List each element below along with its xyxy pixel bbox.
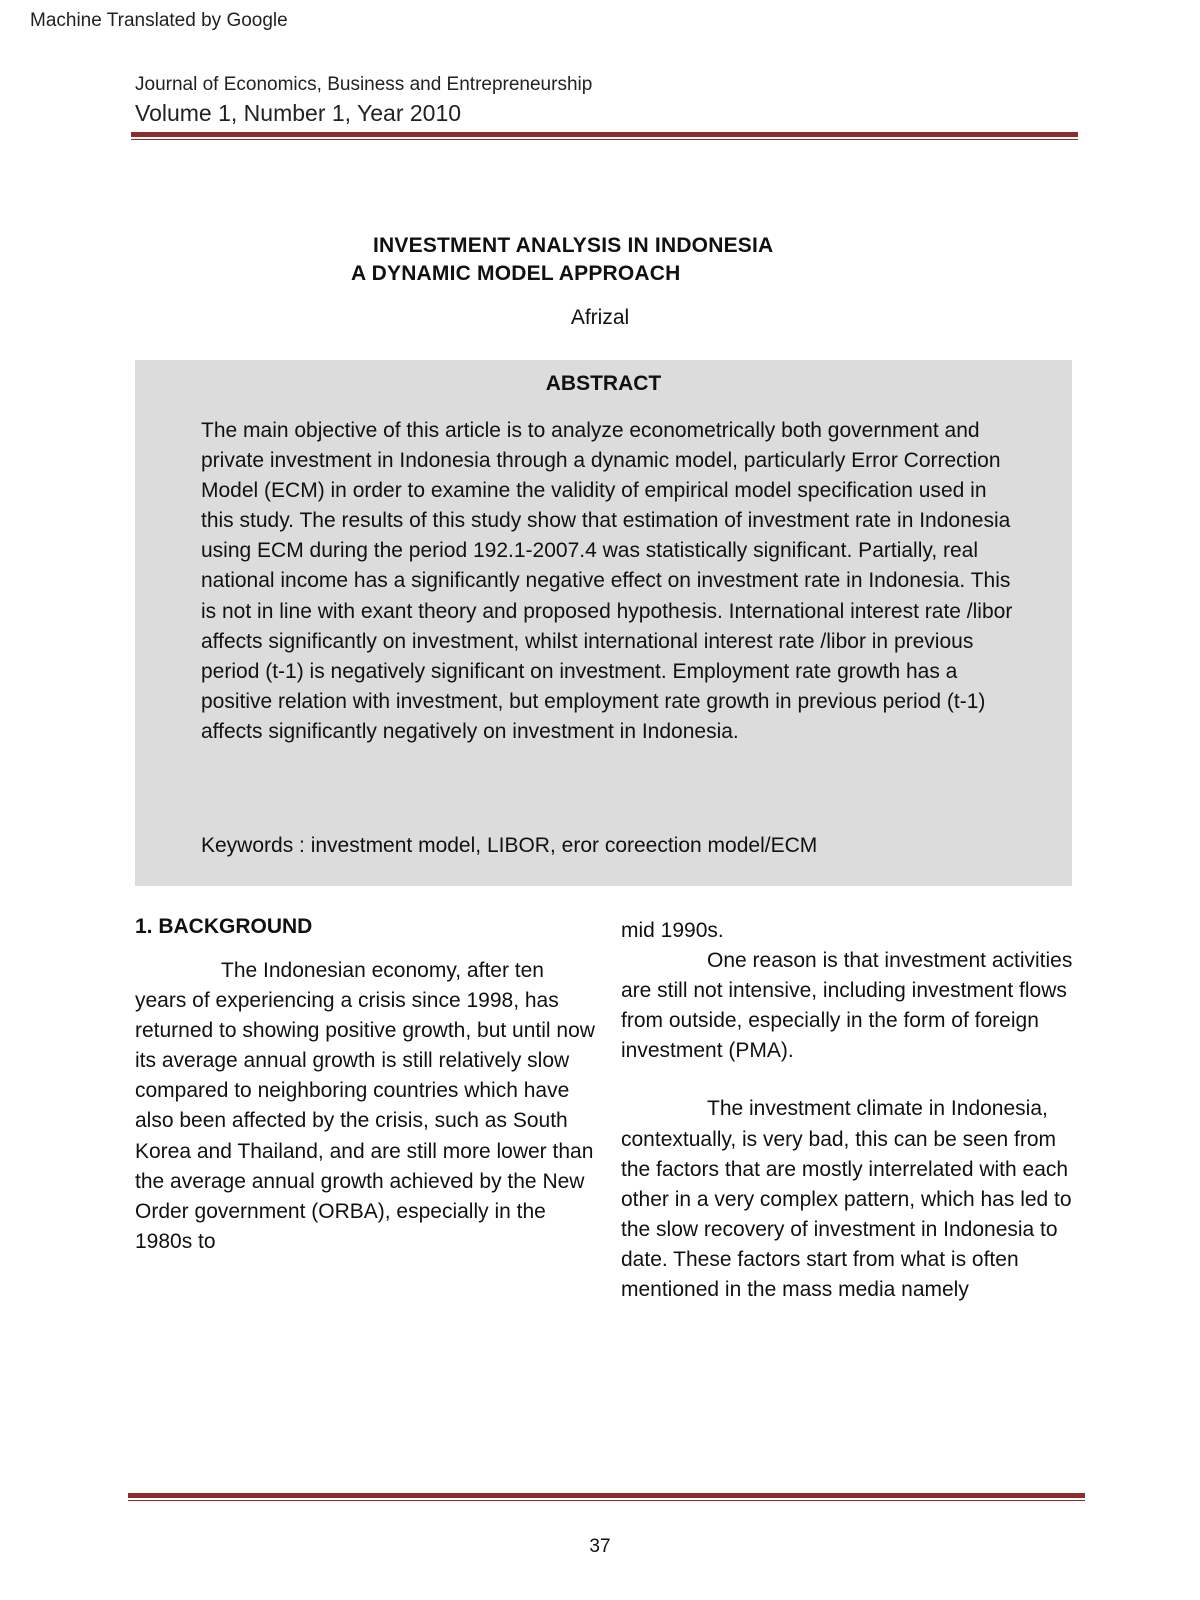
paper-title-line-2: A DYNAMIC MODEL APPROACH <box>351 262 681 285</box>
machine-translation-watermark: Machine Translated by Google <box>30 10 288 31</box>
abstract-heading: ABSTRACT <box>545 372 662 395</box>
paragraph: The investment climate in Indonesia, contextually, is very bad, this can be seen from the factors that are mostly interrelated with each other in a very complex pattern, which has led to the slow recovery of investment in Indonesia to date. These factors start from what is often mentioned in the mass media namely <box>621 1097 1072 1302</box>
author-name: Afrizal <box>570 306 630 329</box>
abstract-box <box>135 360 1072 886</box>
section-heading: 1. BACKGROUND <box>135 915 313 938</box>
header-divider <box>131 132 1078 140</box>
abstract-text: The main objective of this article is to analyze econometrically both government and private investment in Indonesia through a dynamic model, particularly Error Correction Model (ECM) in order to examine the validity of empirical model specification used in this study. The results of this study show that estimation of investment rate in Indonesia using ECM during the period 192.1-2007.4 was statistically significant. Partially, real national income has a significantly negative effect on investment rate in Indonesia. This is not in line with exant theory and proposed hypothesis. International interest rate /libor affects significantly on investment, whilst international interest rate /libor in previous period (t-1) is negatively significant on investment. Employment rate growth has a positive relation with investment, but employment rate growth in previous period (t-1) affects significantly negatively on investment in Indonesia. <box>201 419 1013 743</box>
footer-divider <box>128 1493 1085 1501</box>
paragraph: One reason is that investment activities are still not intensive, including investment flows from outside, especially in the form of foreign investment (PMA). <box>621 949 1073 1063</box>
paragraph-continuation: mid 1990s. <box>621 919 724 942</box>
body-column-right <box>621 916 1091 1305</box>
journal-name: Journal of Economics, Business and Entrepreneurship <box>135 74 593 95</box>
paragraph: The Indonesian economy, after ten years of experiencing a crisis since 1998, has returned to showing positive growth, but until now its average annual growth is still relatively slow compared to neighboring countries which have also been affected by the crisis, such as South Korea and Thailand, and are still more lower than the average annual growth achieved by the New Order government (ORBA), especially in the 1980s to <box>135 959 595 1253</box>
body-column-left <box>135 956 595 1257</box>
journal-volume: Volume 1, Number 1, Year 2010 <box>135 100 462 126</box>
paper-title-line-1: INVESTMENT ANALYSIS IN INDONESIA <box>373 234 774 257</box>
abstract-keywords: Keywords : investment model, LIBOR, eror coreection model/ECM <box>201 834 818 857</box>
page-number: 37 <box>589 1536 611 1557</box>
